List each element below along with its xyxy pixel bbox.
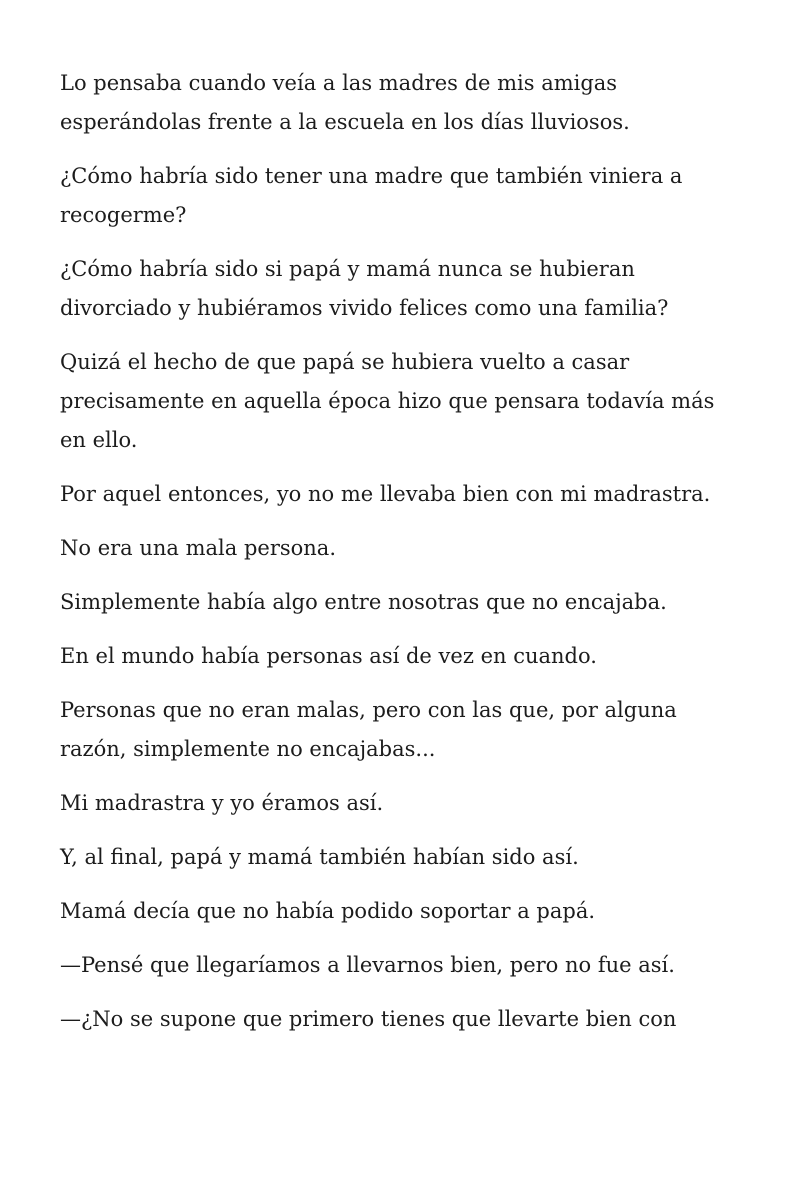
paragraph: Quizá el hecho de que papá se hubiera vuelto a casar precisamente en aquella época hizo que pensara todavía más en ello. [60,350,715,452]
paragraph: Mamá decía que no había podido soportar a papá. [60,899,596,923]
paragraph: —Pensé que llegaríamos a llevarnos bien, pero no fue así. [60,953,675,977]
paragraph: Simplemente había algo entre nosotras que no encajaba. [60,590,667,614]
paragraph: —¿No se supone que primero tienes que llevarte bien con [60,1007,677,1031]
text-body [60,64,740,1039]
paragraph: Y, al final, papá y mamá también habían sido así. [60,845,579,869]
paragraph: En el mundo había personas así de vez en cuando. [60,644,597,668]
paragraph: Por aquel entonces, yo no me llevaba bien con mi madrastra. [60,482,711,506]
paragraph: Personas que no eran malas, pero con las que, por alguna razón, simplemente no encajabas... [60,698,677,761]
paragraph: ¿Cómo habría sido si papá y mamá nunca se hubieran divorciado y hubiéramos vivido felices como una familia? [60,257,669,320]
paragraph: No era una mala persona. [60,536,336,560]
paragraph: ¿Cómo habría sido tener una madre que también viniera a recogerme? [60,164,683,227]
paragraph: Mi madrastra y yo éramos así. [60,791,384,815]
paragraph: Lo pensaba cuando veía a las madres de mis amigas esperándolas frente a la escuela en los días lluviosos. [60,71,630,134]
